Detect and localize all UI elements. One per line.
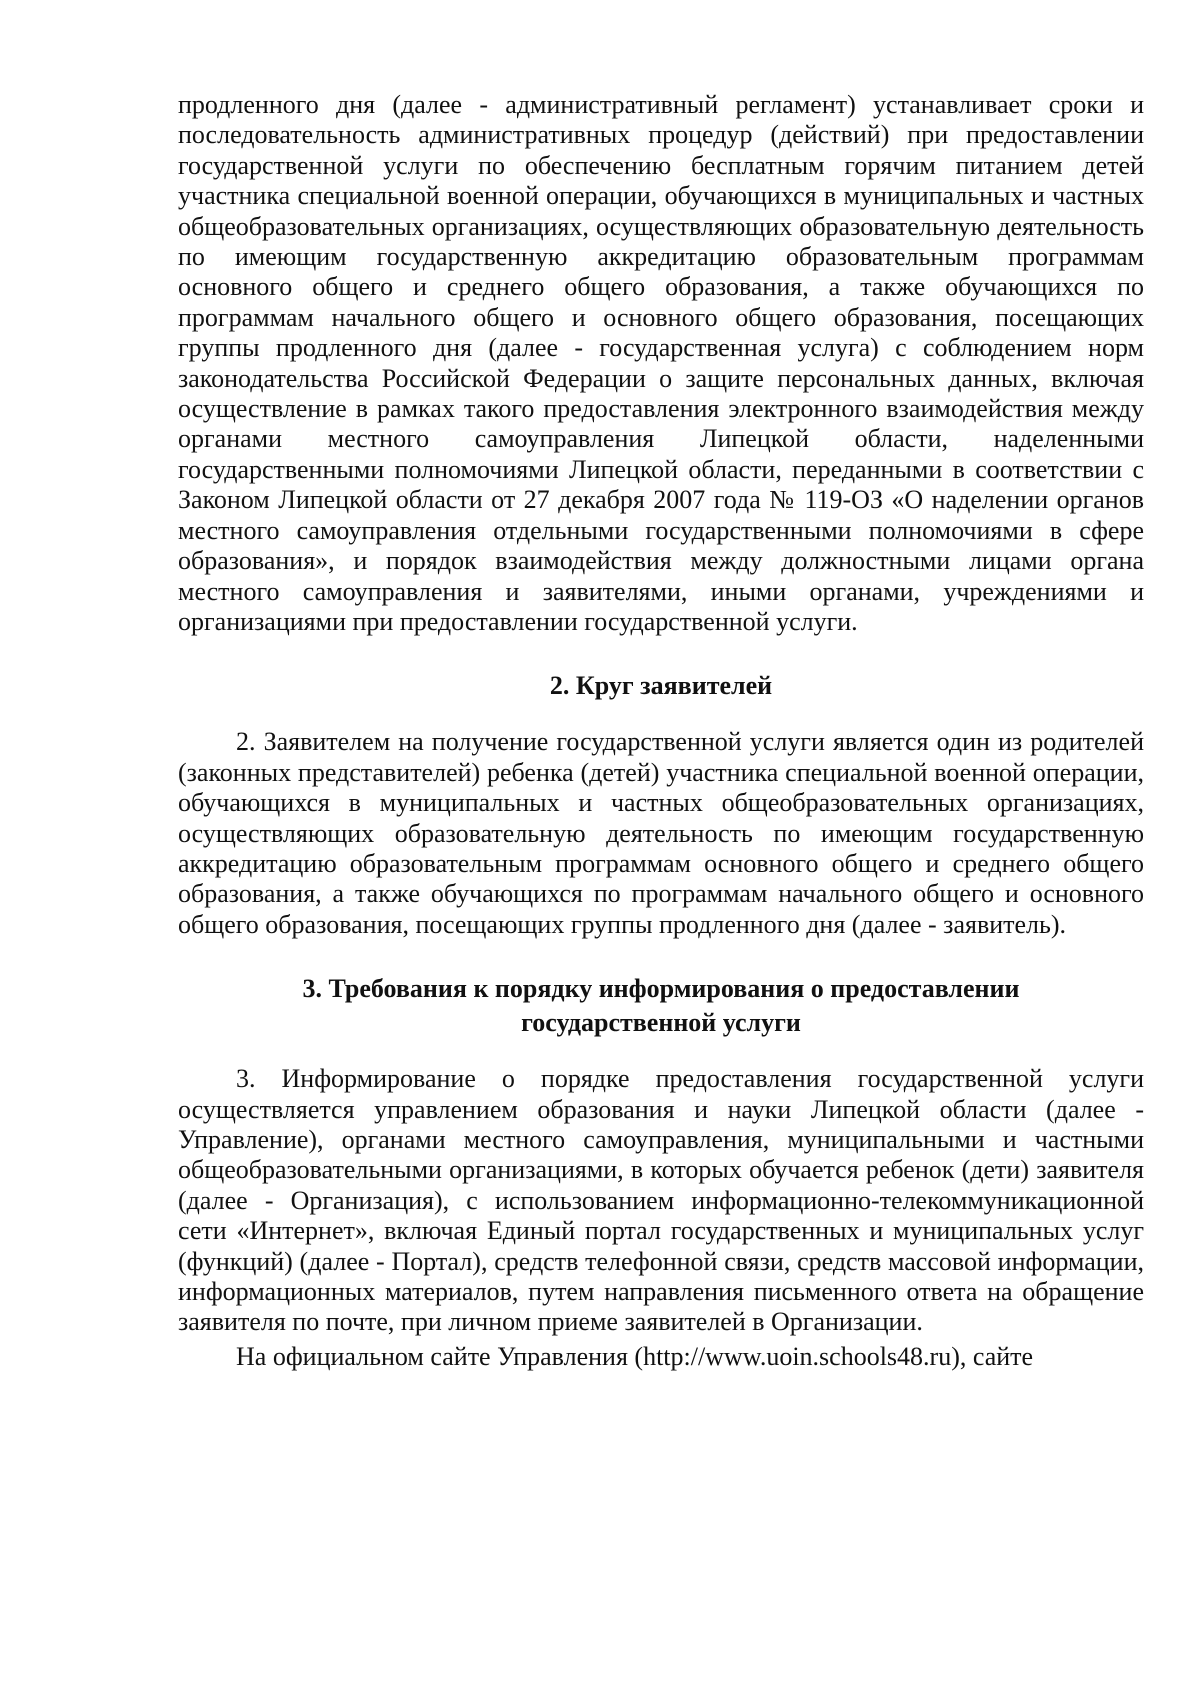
section-3-heading (178, 972, 1144, 1040)
paragraph-official-site: На официальном сайте Управления (http://www.uoin.schools48.ru), сайте (236, 1341, 1034, 1371)
paragraph-applicants: 2. Заявителем на получение государственной услуги является один из родителей (законных представителей) ребенка (детей) участника специальной военной операции, обучающихся в муниципальных и частных общеобразовательных организациях, осуществляющих образовательную деятельность по имеющим государственную аккредитацию образовательным программам основного общего и среднего общего образования, а также обучающихся по программам начального общего и основного общего образования, посещающих группы продленного дня (далее - заявитель). (178, 727, 1144, 939)
paragraph-regulation-scope: продленного дня (далее - административный регламент) устанавливает сроки и последовательность административных процедур (действий) при предоставлении государственной услуги по обеспечению бесплатным горячим питанием детей участника специальной военной операции, обучающихся в муниципальных и частных общеобразовательных организациях, осуществляющих образовательную деятельность по имеющим государственную аккредитацию образовательным программам основного общего и среднего общего образования, а также обучающихся по программам начального общего и основного общего образования, посещающих группы продленного дня (далее - государственная услуга) с соблюдением норм законодательства Российской Федерации о защите персональных данных, включая осуществление в рамках такого предоставления электронного взаимодействия между органами местного самоуправления Липецкой области, наделенными государственными полномочиями Липецкой области, переданными в соответствии с Законом Липецкой области от 27 декабря 2007 года № 119-ОЗ «О наделении органов местного самоуправления отдельными государственными полномочиями в сфере образования», и порядок взаимодействия между должностными лицами органа местного самоуправления и заявителями, иными органами, учреждениями и организациями при предоставлении государственной услуги. (178, 90, 1144, 636)
paragraph-informing: 3. Информирование о порядке предоставления государственной услуги осуществляется управлением образования и науки Липецкой области (далее - Управление), органами местного самоуправления, муниципальными и частными общеобразовательными организациями, в которых обучается ребенок (дети) заявителя (далее - Организация), с использованием информационно-телекоммуникационной сети «Интернет», включая Единый портал государственных и муниципальных услуг (функций) (далее - Портал), средств телефонной связи, средств массовой информации, информационных материалов, путем направления письменного ответа на обращение заявителя по почте, при личном приеме заявителей в Организации. (178, 1064, 1144, 1337)
section-3-heading-line-1: 3. Требования к порядку информирования о предоставлении (302, 974, 1020, 1004)
section-2-heading: 2. Круг заявителей (549, 671, 773, 701)
section-3-heading-line-2: государственной услуги (521, 1008, 801, 1038)
document-page (178, 90, 1144, 1372)
